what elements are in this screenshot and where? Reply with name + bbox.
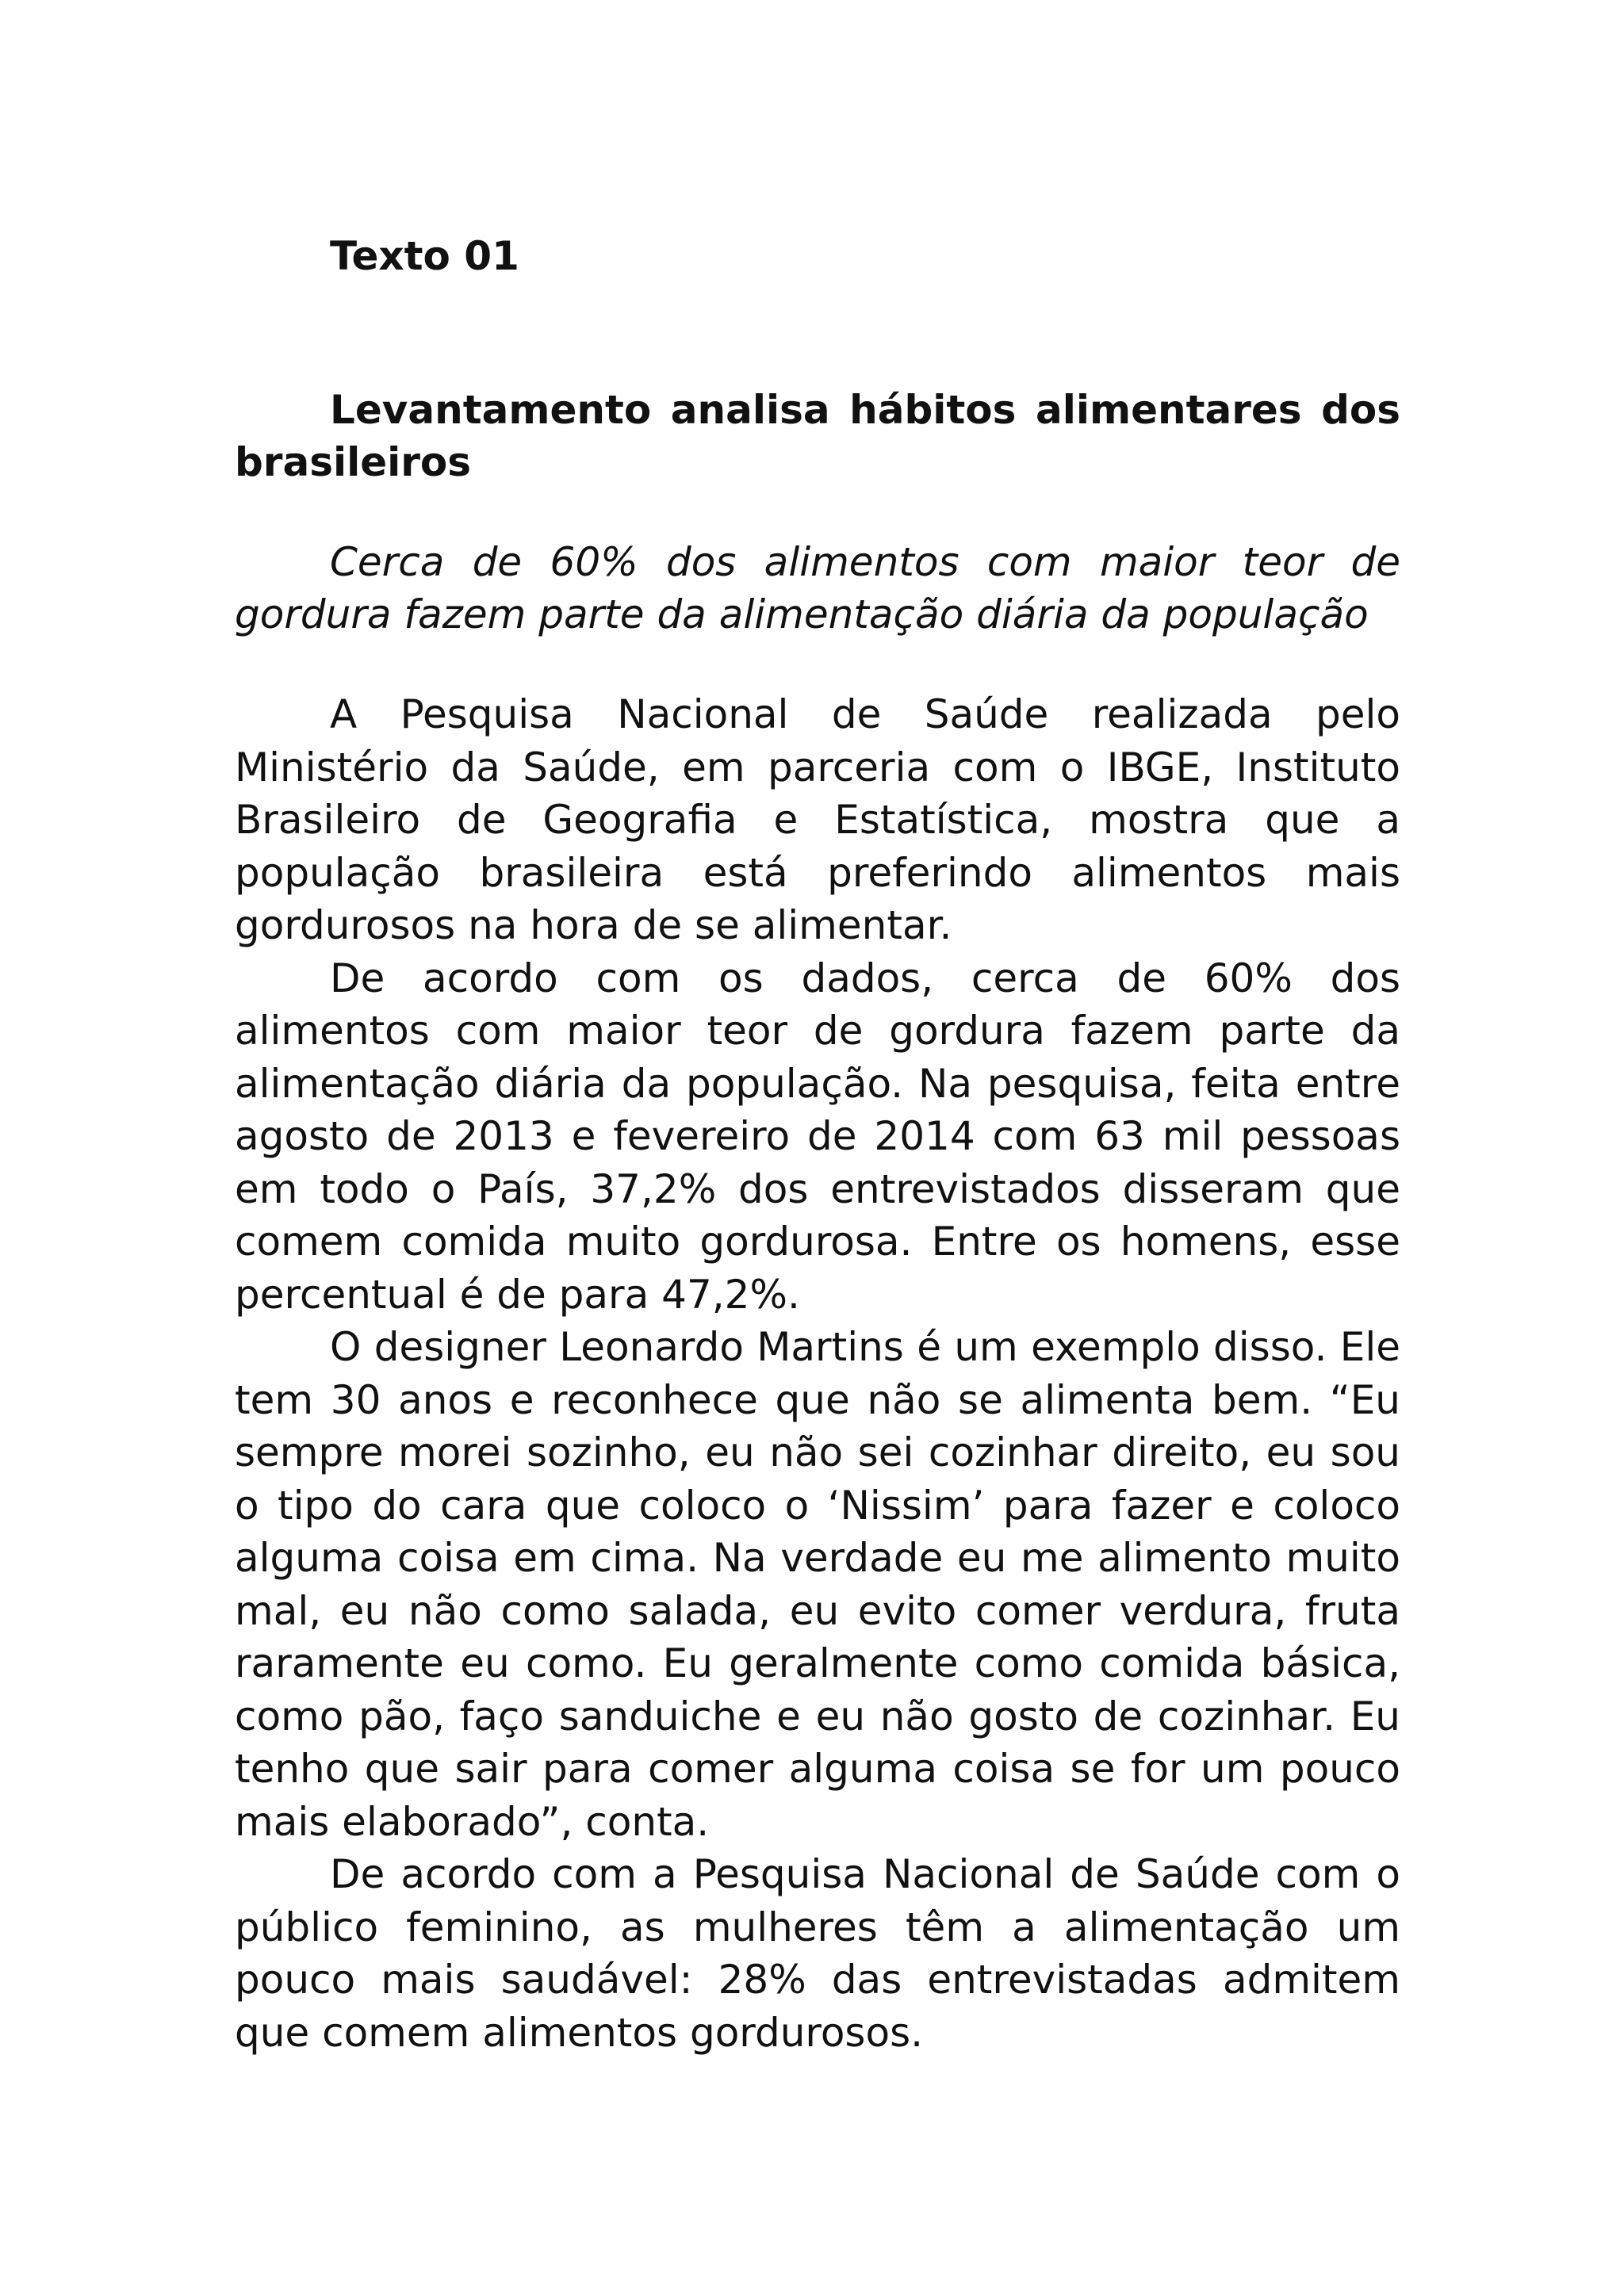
paragraph-2: De acordo com os dados, cerca de 60% dos alimentos com maior teor de gordura fazem parte da alimentação diária da população. Na pesquisa, feita entre agosto de 2013 e fevereiro de 2014 com 63 mil pessoas em todo o País, 37,2% dos entrevistados disseram que comem comida muito gordurosa. Entre os homens, esse percentual é de para 47,2%.	[235, 955, 1400, 1318]
text-label: Texto 01	[330, 233, 519, 279]
paragraph-1: A Pesquisa Nacional de Saúde realizada pelo Ministério da Saúde, em parceria com o IBGE, Instituto Brasileiro de Geografia e Estatística, mostra que a população brasileira está preferindo alimentos mais gordurosos na hora de se alimentar.	[235, 691, 1400, 948]
document-page	[235, 230, 1400, 2059]
paragraph-4: De acordo com a Pesquisa Nacional de Saúde com o público feminino, as mulheres têm a alimentação um pouco mais saudável: 28% das entrevistadas admitem que comem alimentos gordurosos.	[235, 1851, 1400, 2056]
paragraph-3: O designer Leonardo Martins é um exemplo disso. Ele tem 30 anos e reconhece que não se alimenta bem. “Eu sempre morei sozinho, eu não sei cozinhar direito, eu sou o tipo do cara que coloco o ‘Nissim’ para fazer e coloco alguma coisa em cima. Na verdade eu me alimento muito mal, eu não como salada, eu evito comer verdura, fruta raramente eu como. Eu geralmente como comida básica, como pão, faço sanduiche e eu não gosto de cozinhar. Eu tenho que sair para comer alguma coisa se for um pouco mais elaborado”, conta.	[235, 1324, 1400, 1845]
article-subtitle: Cerca de 60% dos alimentos com maior teor de gordura fazem parte da alimentação diária da população	[235, 539, 1400, 637]
article-title: Levantamento analisa hábitos alimentares dos brasileiros	[235, 387, 1400, 485]
